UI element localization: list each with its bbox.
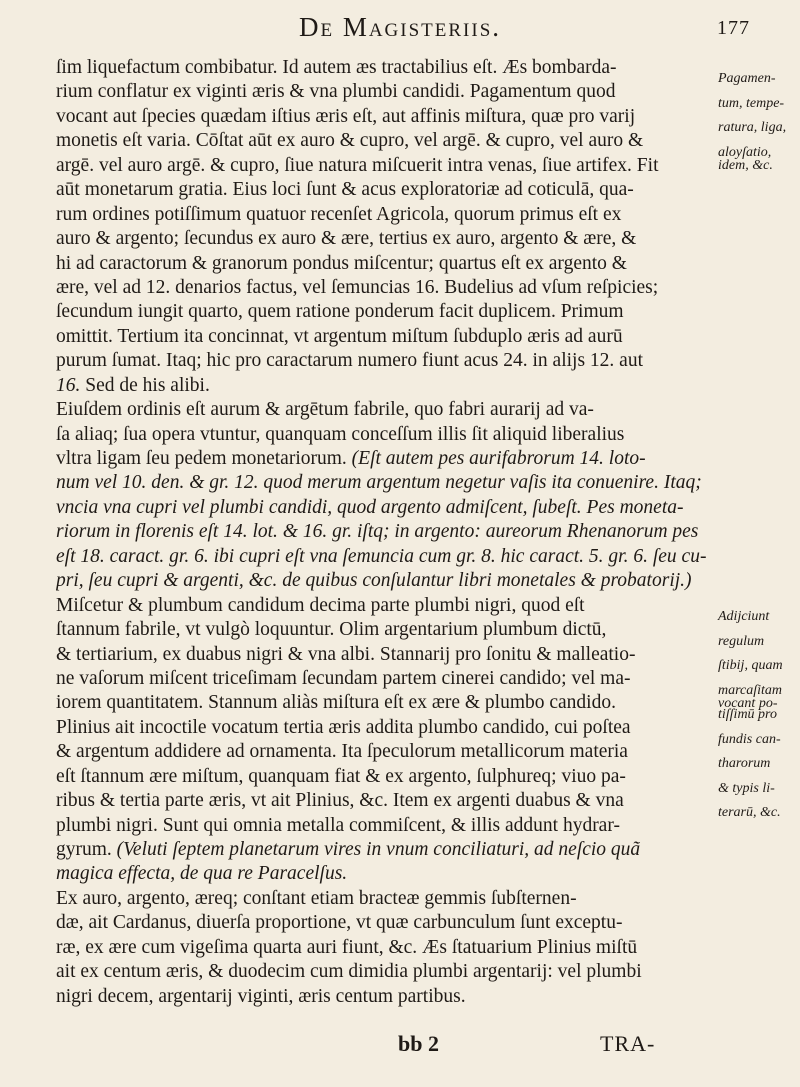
text-segment: eſt 18. caract. gr. 6. ibi cupri eſt vna ſemuncia cum gr. 8. hic caract. 5. gr. 6. ſeu cu- [56, 545, 707, 567]
text-segment: rium conflatur ex viginti æris & vna plumbi candidi. Pagamentum quod [56, 81, 616, 103]
margin-note: fundis can- [718, 731, 781, 747]
text-line [56, 178, 716, 202]
text-segment: ſtannum fabrile, vt vulgò loquuntur. Olim argentarium plumbum dictū, [56, 619, 607, 641]
margin-note: aloyſatio, idem, &c. [718, 144, 773, 174]
running-title: De Magisteriis. [298, 12, 502, 42]
margin-note: Pagamen- [718, 71, 776, 87]
catchword: TRA- [600, 1031, 656, 1056]
text-segment: riorum in florenis eſt 14. lot. & 16. gr. iſtq; in argento: aureorum Rhenanorum pes [56, 521, 699, 543]
text-segment: vncia vna cupri vel plumbi candidi, quod argento admiſcent, ſubeſt. Pes moneta- [56, 496, 684, 518]
text-segment: ræ, ex ære cum vigeſima quarta auri fiunt, &c. Æs ſtatuarium Plinius miſtū [56, 936, 638, 958]
text-line [56, 154, 716, 178]
text-segment: omittit. Tertium ita concinnat, vt argentum miſtum ſubduplo æris ad aurū [56, 325, 623, 347]
margin-note: Adijciunt [718, 609, 770, 625]
text-segment: ait ex centum æris, & duodecim cum dimidia plumbi argentarij: vel plumbi [56, 961, 642, 983]
text-line [56, 300, 716, 324]
text-line [56, 80, 716, 104]
text-line [56, 520, 716, 544]
text-line [56, 447, 716, 471]
text-segment: Eiuſdem ordinis eſt aurum & argētum fabrile, quo fabri aurarij ad va- [56, 399, 594, 421]
margin-note: tum, tempe- [718, 95, 785, 111]
text-line [56, 252, 716, 276]
margin-note: ſtibij, quam [718, 658, 783, 674]
text-segment: ſim liquefactum combibatur. Id autem æs tractabilius eſt. Æs bombarda- [56, 57, 617, 78]
text-segment: dæ, ait Cardanus, diuerſa proportione, vt quæ carbunculum ſunt exceptu- [56, 912, 623, 934]
text-segment: & tertiarium, ex duabus nigri & vna albi. Stannarij pro ſonitu & malleatio- [56, 643, 636, 665]
text-segment: (Eſt autem pes aurifabrorum 14. loto- [351, 448, 646, 469]
signature-mark: bb 2 [398, 1031, 439, 1056]
margin-note: tiſſimū pro [718, 707, 777, 723]
text-line [56, 936, 716, 960]
text-line [56, 887, 716, 911]
text-line [56, 691, 716, 715]
text-line [56, 911, 716, 935]
text-line [56, 203, 716, 227]
text-line [56, 398, 716, 422]
text-line [56, 374, 716, 398]
text-segment: & argentum addidere ad ornamenta. Ita ſpeculorum metallicorum materia [56, 741, 628, 763]
text-segment: vltra ligam ſeu pedem monetariorum. [56, 448, 352, 469]
text-segment: Plinius ait incoctile vocatum tertia æris addita plumbo candido, cui poſtea [56, 716, 631, 738]
text-segment: ære, vel ad 12. denarios factus, vel ſemuncias 16. Budelius ad vſum reſpicies; [56, 276, 659, 298]
text-segment: Miſcetur & plumbum candidum decima parte plumbi nigri, quod eſt [56, 594, 585, 616]
text-segment: auro & argento; ſecundus ex auro & ære, tertius ex auro, argento & ære, & [56, 228, 637, 250]
margin-note: regulum [718, 633, 765, 649]
text-segment: vocant aut ſpecies quædam iſtius æris eſt, aut affinis miſtura, quæ pro varij [56, 105, 636, 127]
text-segment: aūt monetarum gratia. Eius loci ſunt & acus exploratoriæ ad coticulā, qua- [56, 179, 634, 201]
text-segment: (Veluti ſeptem planetarum vires in vnum conciliaturi, ad neſcio quã [116, 839, 641, 860]
margin-note: terarū, &c. [718, 804, 781, 820]
text-segment: monetis eſt varia. Cōſtat aūt ex auro & cupro, vel argē. & cupro, vel auro & [56, 130, 644, 152]
text-line [56, 838, 716, 862]
text-line [56, 643, 716, 667]
body-text [56, 56, 716, 1009]
text-line [56, 349, 716, 373]
text-segment: pri, ſeu cupri & argenti, &c. de quibus conſulantur libri monetales & probatorij.) [56, 570, 692, 592]
text-line [56, 594, 716, 618]
text-line [56, 129, 716, 153]
margin-note: marcaſitam vocant po- [718, 682, 783, 712]
text-segment: num vel 10. den. & gr. 12. quod merum argentum negetur vaſis ita conuenire. Itaq; [56, 472, 702, 494]
margin-note: & typis li- [718, 780, 775, 796]
text-segment: plumbi nigri. Sunt qui omnia metalla commiſcent, & illis addunt hydrar- [56, 814, 620, 836]
text-line [56, 985, 716, 1009]
text-line [56, 960, 716, 984]
text-segment: purum ſumat. Itaq; hic pro caractarum numero fiunt acus 24. in alijs 12. aut [56, 350, 643, 372]
running-header [50, 12, 750, 52]
text-line [56, 471, 716, 495]
text-segment: hi ad caractorum & granorum pondus miſcentur; quartus eſt ex argento & [56, 252, 627, 274]
text-segment: nigri decem, argentarij viginti, æris centum partibus. [56, 985, 466, 1007]
text-line [56, 716, 716, 740]
text-line [56, 618, 716, 642]
text-line [56, 56, 716, 80]
page-footer [0, 1027, 800, 1067]
text-line [56, 496, 716, 520]
text-segment: Sed de his alibi. [85, 374, 210, 396]
margin-note: ratura, liga, [718, 120, 787, 136]
text-line [56, 227, 716, 251]
text-segment: ſecundum iungit quarto, quem ratione ponderum facit duplicem. Primum [56, 301, 624, 323]
text-line [56, 423, 716, 447]
margin-note: tharorum [718, 756, 771, 772]
text-segment: iorem quantitatem. Stannum aliàs miſtura eſt ex ære & plumbo candido. [56, 692, 616, 714]
text-segment: ſa aliaq; ſua opera vtuntur, quanquam conceſſum illis ſit aliquid liberalius [56, 423, 625, 445]
text-segment: gyrum. [56, 839, 117, 860]
page-number: 177 [717, 17, 750, 39]
text-segment: ne vaſorum miſcent triceſimam ſecundam partem cinerei candido; vel ma- [56, 667, 631, 689]
text-segment: Ex auro, argento, æreq; conſtant etiam bracteæ gemmis ſubſternen- [56, 887, 577, 909]
text-line [56, 545, 716, 569]
text-segment: rum ordines potiſſimum quatuor recenſet Agricola, quorum primus eſt ex [56, 203, 622, 225]
text-segment: ribus & tertia parte æris, vt ait Plinius, &c. Item ex argenti duabus & vna [56, 790, 624, 812]
text-line [56, 569, 716, 593]
text-segment: argē. vel auro argē. & cupro, ſiue natura miſcuerit intra venas, ſiue artifex. Fit [56, 154, 659, 176]
text-line [56, 814, 716, 838]
text-line [56, 325, 716, 349]
text-segment: 16. [56, 374, 86, 396]
text-line [56, 276, 716, 300]
text-line [56, 765, 716, 789]
text-line [56, 740, 716, 764]
text-segment: magica effecta, de qua re Paracelſus. [56, 863, 348, 885]
text-segment: eſt ſtannum ære miſtum, quanquam fiat & ex argento, ſulphureq; viuo pa- [56, 765, 626, 787]
text-line [56, 862, 716, 886]
text-line [56, 105, 716, 129]
text-line [56, 789, 716, 813]
text-line [56, 667, 716, 691]
